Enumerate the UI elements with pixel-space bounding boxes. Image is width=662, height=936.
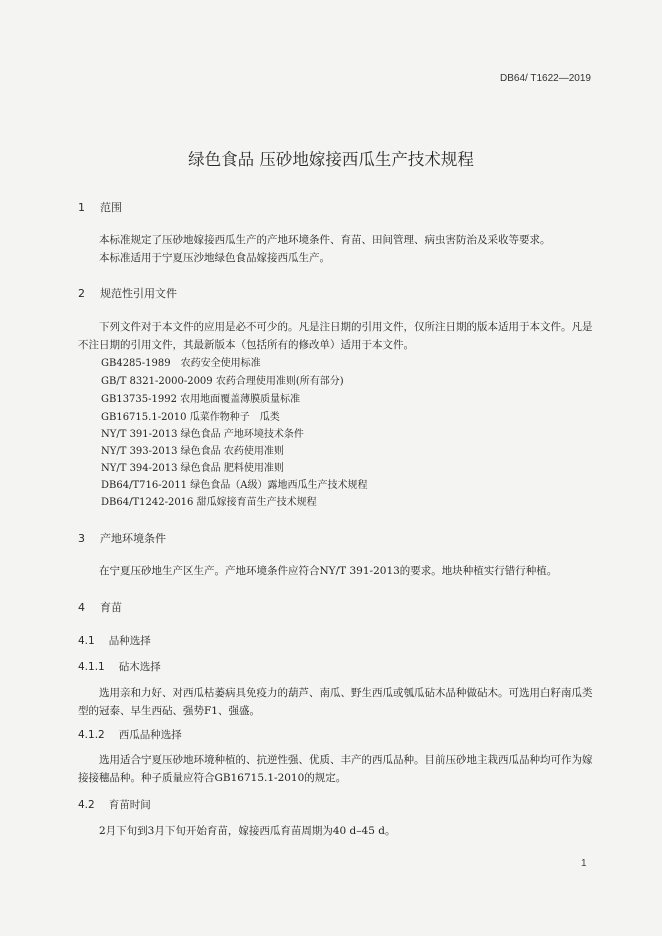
subsection-number: 4.1.2 bbox=[78, 729, 105, 741]
reference-item: DB64/T1242-2016 甜瓜嫁接育苗生产技术规程 bbox=[101, 497, 317, 508]
section-heading-1 bbox=[78, 199, 122, 215]
section-heading-3 bbox=[78, 530, 166, 546]
subsection-heading-4-2 bbox=[78, 797, 151, 812]
standard-code: DB64/ T1622—2019 bbox=[500, 73, 591, 84]
subsection-heading-4-1 bbox=[78, 633, 151, 648]
reference-item: DB64/T716-2011 绿色食品（A级）露地西瓜生产技术规程 bbox=[101, 480, 368, 491]
section-title: 育苗 bbox=[100, 601, 122, 614]
section-number: 4 bbox=[78, 601, 85, 614]
paragraph: 2月下旬到3月下旬开始育苗，嫁接西瓜育苗周期为40 d–45 d。 bbox=[99, 825, 396, 837]
section-number: 2 bbox=[78, 287, 85, 300]
subsection-title: 砧木选择 bbox=[118, 661, 161, 673]
subsection-heading-4-1-1 bbox=[78, 659, 161, 674]
paragraph: 本标准规定了压砂地嫁接西瓜生产的产地环境条件、育苗、田间管理、病虫害防治及采收等要求。 bbox=[99, 234, 551, 246]
subsection-number: 4.2 bbox=[78, 799, 95, 811]
section-number: 1 bbox=[78, 201, 85, 214]
paragraph: 选用亲和力好、对西瓜枯萎病具免疫力的葫芦、南瓜、野生西瓜或瓠瓜砧木品种做砧木。可选用白籽南瓜类型的冠泰、早生西砧、强势F1、强盛。 bbox=[78, 687, 593, 717]
paragraph: 在宁夏压砂地生产区生产。产地环境条件应符合NY/T 391-2013的要求。地块种植实行错行种植。 bbox=[99, 565, 558, 577]
section-title: 范围 bbox=[100, 201, 122, 214]
section-title: 规范性引用文件 bbox=[100, 287, 177, 300]
reference-item: GB16715.1-2010 瓜菜作物种子 瓜类 bbox=[101, 412, 280, 423]
subsection-number: 4.1.1 bbox=[78, 661, 105, 673]
page-number: 1 bbox=[581, 858, 587, 869]
reference-item: NY/T 391-2013 绿色食品 产地环境技术条件 bbox=[101, 429, 304, 440]
reference-item: NY/T 394-2013 绿色食品 肥料使用准则 bbox=[101, 463, 284, 474]
subsection-title: 育苗时间 bbox=[108, 799, 151, 811]
reference-item: NY/T 393-2013 绿色食品 农药使用准则 bbox=[101, 446, 284, 457]
section-title: 产地环境条件 bbox=[100, 532, 166, 545]
subsection-title: 品种选择 bbox=[108, 635, 151, 647]
reference-item: GB/T 8321-2000-2009 农药合理使用准则(所有部分) bbox=[101, 376, 344, 387]
section-heading-2 bbox=[78, 285, 177, 301]
reference-item: GB13735-1992 农用地面覆盖薄膜质量标准 bbox=[101, 394, 301, 405]
subsection-heading-4-1-2 bbox=[78, 727, 182, 742]
page-title: 绿色食品 压砂地嫁接西瓜生产技术规程 bbox=[188, 150, 474, 169]
reference-item: GB4285-1989 农药安全使用标准 bbox=[101, 358, 261, 369]
paragraph: 选用适合宁夏压砂地环境种植的、抗逆性强、优质、丰产的西瓜品种。目前压砂地主栽西瓜品种均可作为嫁接接穗品种。种子质量应符合GB16715.1-2010的规定。 bbox=[78, 754, 593, 784]
subsection-number: 4.1 bbox=[78, 635, 95, 647]
section-number: 3 bbox=[78, 532, 85, 545]
paragraph: 本标准适用于宁夏压沙地绿色食品嫁接西瓜生产。 bbox=[99, 252, 330, 264]
paragraph: 下列文件对于本文件的应用是必不可少的。凡是注日期的引用文件，仅所注日期的版本适用于本文件。凡是不注日期的引用文件，其最新版本（包括所有的修改单）适用于本文件。 bbox=[78, 321, 593, 351]
subsection-title: 西瓜品种选择 bbox=[118, 729, 182, 741]
section-heading-4 bbox=[78, 599, 122, 615]
